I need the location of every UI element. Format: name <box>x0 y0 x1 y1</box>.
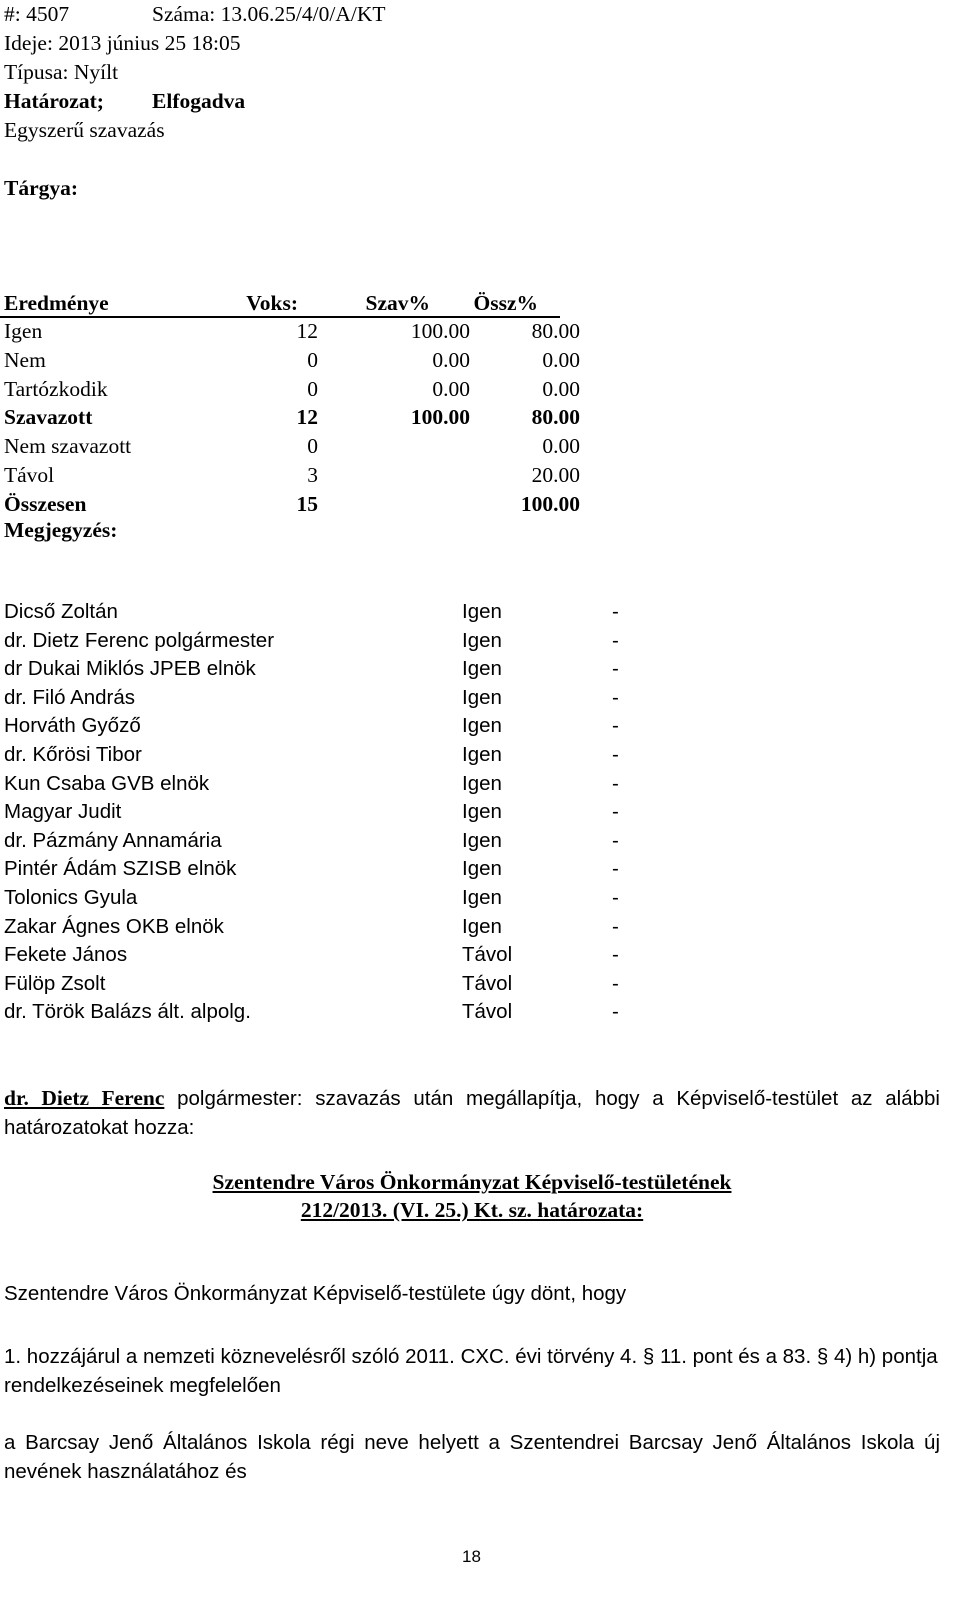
vote-method: Egyszerű szavazás <box>4 118 165 142</box>
decision-status: Elfogadva <box>152 89 246 113</box>
voter-vote: Igen <box>462 771 502 795</box>
results-row <box>0 376 580 405</box>
results-row-ossz: 80.00 <box>531 405 580 430</box>
results-row <box>0 433 580 462</box>
results-row-label: Nem <box>4 347 46 372</box>
voter-name: dr. Filó András <box>4 685 136 709</box>
voter-vote: Igen <box>462 600 502 623</box>
voter-row <box>0 629 640 658</box>
results-row-voks: 0 <box>307 376 318 401</box>
voter-vote: Távol <box>462 1000 513 1024</box>
voter-name: dr. Kőrösi Tibor <box>4 742 142 766</box>
results-row <box>0 318 580 347</box>
voter-note: - <box>612 657 619 681</box>
voter-vote: Igen <box>462 685 502 709</box>
vote-number: #: 4507 <box>4 2 70 26</box>
subject-label: Tárgya: <box>4 176 79 200</box>
results-row-voks: 15 <box>296 491 318 516</box>
voter-name: dr. Pázmány Annamária <box>4 828 222 852</box>
voter-vote: Igen <box>462 828 502 852</box>
voter-note: - <box>612 628 619 652</box>
voter-name: Pintér Ádám SZISB elnök <box>4 857 237 881</box>
voter-vote: Igen <box>462 885 502 909</box>
voter-name: Horváth Győző <box>4 714 141 738</box>
decision-point-1-continued: a Barcsay Jenő Általános Iskola régi neve helyett a Szentendrei Barcsay Jenő Általános Iskola új nevének használatához és <box>4 1431 940 1483</box>
voter-name: Fülöp Zsolt <box>4 971 106 995</box>
vote-type: Típusa: Nyílt <box>4 60 119 84</box>
voter-row <box>0 600 640 629</box>
voter-vote: Igen <box>462 800 502 824</box>
voter-row <box>0 800 640 829</box>
voter-name: dr. Dietz Ferenc polgármester <box>4 628 275 652</box>
voter-row <box>0 714 640 743</box>
voter-note: - <box>612 943 619 967</box>
voter-vote: Távol <box>462 943 513 967</box>
voter-list <box>0 600 640 1029</box>
results-row-ossz: 0.00 <box>542 376 580 401</box>
results-row-voks: 0 <box>307 347 318 372</box>
results-row-szav: 100.00 <box>410 319 470 343</box>
results-row-ossz: 20.00 <box>531 462 580 487</box>
voter-row <box>0 857 640 886</box>
voter-note: - <box>612 885 619 909</box>
voter-row <box>0 772 640 801</box>
decision-intro: Szentendre Város Önkormányzat Képviselő-testülete úgy dönt, hogy <box>4 1282 627 1305</box>
voter-vote: Igen <box>462 714 502 738</box>
voter-row <box>0 743 640 772</box>
results-row-ossz: 100.00 <box>520 491 580 516</box>
voter-name: dr. Török Balázs ált. alpolg. <box>4 1000 251 1024</box>
voter-note: - <box>612 828 619 852</box>
resolution-heading: Szentendre Város Önkormányzat Képviselő-testületének <box>212 1170 732 1194</box>
vote-reference: Száma: 13.06.25/4/0/A/KT <box>152 2 386 26</box>
results-row-voks: 12 <box>296 405 318 430</box>
results-row-voks: 0 <box>307 434 318 459</box>
voter-name: Magyar Judit <box>4 800 122 824</box>
voter-vote: Távol <box>462 971 513 995</box>
voter-vote: Igen <box>462 857 502 881</box>
results-row-label: Tartózkodik <box>4 376 108 401</box>
voter-row <box>0 972 640 1001</box>
voter-name: Zakar Ágnes OKB elnök <box>4 914 224 938</box>
results-header-szav: Szav% <box>365 291 430 315</box>
resolution-number: 212/2013. (VI. 25.) Kt. sz. határozata: <box>300 1198 644 1222</box>
decision-label: Határozat; <box>4 89 104 113</box>
voter-note: - <box>612 714 619 738</box>
results-header-voks: Voks: <box>246 291 298 315</box>
remarks-label: Megjegyzés: <box>4 518 118 542</box>
results-row-label: Szavazott <box>4 405 93 430</box>
voter-row <box>0 915 640 944</box>
voter-name: Dicső Zoltán <box>4 600 118 623</box>
voter-note: - <box>612 1000 619 1024</box>
page-number: 18 <box>462 1547 481 1566</box>
voter-name: Kun Csaba GVB elnök <box>4 771 210 795</box>
decision-point-1: 1. hozzájárul a nemzeti köznevelésről szóló 2011. CXC. évi törvény 4. § 11. pont és a 83. § 4) h) pontja rendelkezéseinek megfelelően <box>4 1345 938 1397</box>
vote-time: Ideje: 2013 június 25 18:05 <box>4 31 241 55</box>
voter-note: - <box>612 800 619 824</box>
results-row-szav: 100.00 <box>410 405 470 430</box>
voter-vote: Igen <box>462 657 502 681</box>
voter-vote: Igen <box>462 742 502 766</box>
voter-row <box>0 943 640 972</box>
results-header-ossz: Össz% <box>473 291 538 315</box>
voter-note: - <box>612 857 619 881</box>
voter-row <box>0 1000 640 1029</box>
speaker-name: dr. Dietz Ferenc <box>4 1086 165 1110</box>
voter-note: - <box>612 914 619 938</box>
speaker-paragraph <box>4 1084 940 1142</box>
results-row-label: Távol <box>4 462 55 487</box>
results-row-voks: 12 <box>296 319 318 343</box>
results-row <box>0 347 580 376</box>
voter-vote: Igen <box>462 628 502 652</box>
voter-name: Tolonics Gyula <box>4 885 138 909</box>
results-row-label: Nem szavazott <box>4 434 132 459</box>
results-header-row <box>0 290 560 318</box>
voter-name: Fekete János <box>4 943 128 967</box>
voter-row <box>0 657 640 686</box>
voter-name: dr Dukai Miklós JPEB elnök <box>4 657 256 681</box>
voter-vote: Igen <box>462 914 502 938</box>
voter-note: - <box>612 971 619 995</box>
results-header-label: Eredménye <box>4 291 109 315</box>
voter-note: - <box>612 685 619 709</box>
voter-row <box>0 829 640 858</box>
results-row-label: Igen <box>4 319 43 343</box>
results-table <box>0 290 580 520</box>
results-row-label: Összesen <box>4 491 87 516</box>
results-row-voks: 3 <box>307 462 318 487</box>
results-row <box>0 491 580 520</box>
results-row-ossz: 0.00 <box>542 434 580 459</box>
voter-note: - <box>612 742 619 766</box>
results-row <box>0 404 580 433</box>
voter-row <box>0 686 640 715</box>
voter-row <box>0 886 640 915</box>
voter-note: - <box>612 600 619 623</box>
results-body <box>0 318 580 520</box>
voter-note: - <box>612 771 619 795</box>
results-row-szav: 0.00 <box>432 347 470 372</box>
results-row-ossz: 0.00 <box>542 347 580 372</box>
results-row-szav: 0.00 <box>432 376 470 401</box>
speaker-text: polgármester: szavazás után megállapítja, hogy a Képviselő-testület az alábbi határozatokat hozza: <box>4 1087 940 1139</box>
results-row <box>0 462 580 491</box>
results-row-ossz: 80.00 <box>531 319 580 343</box>
